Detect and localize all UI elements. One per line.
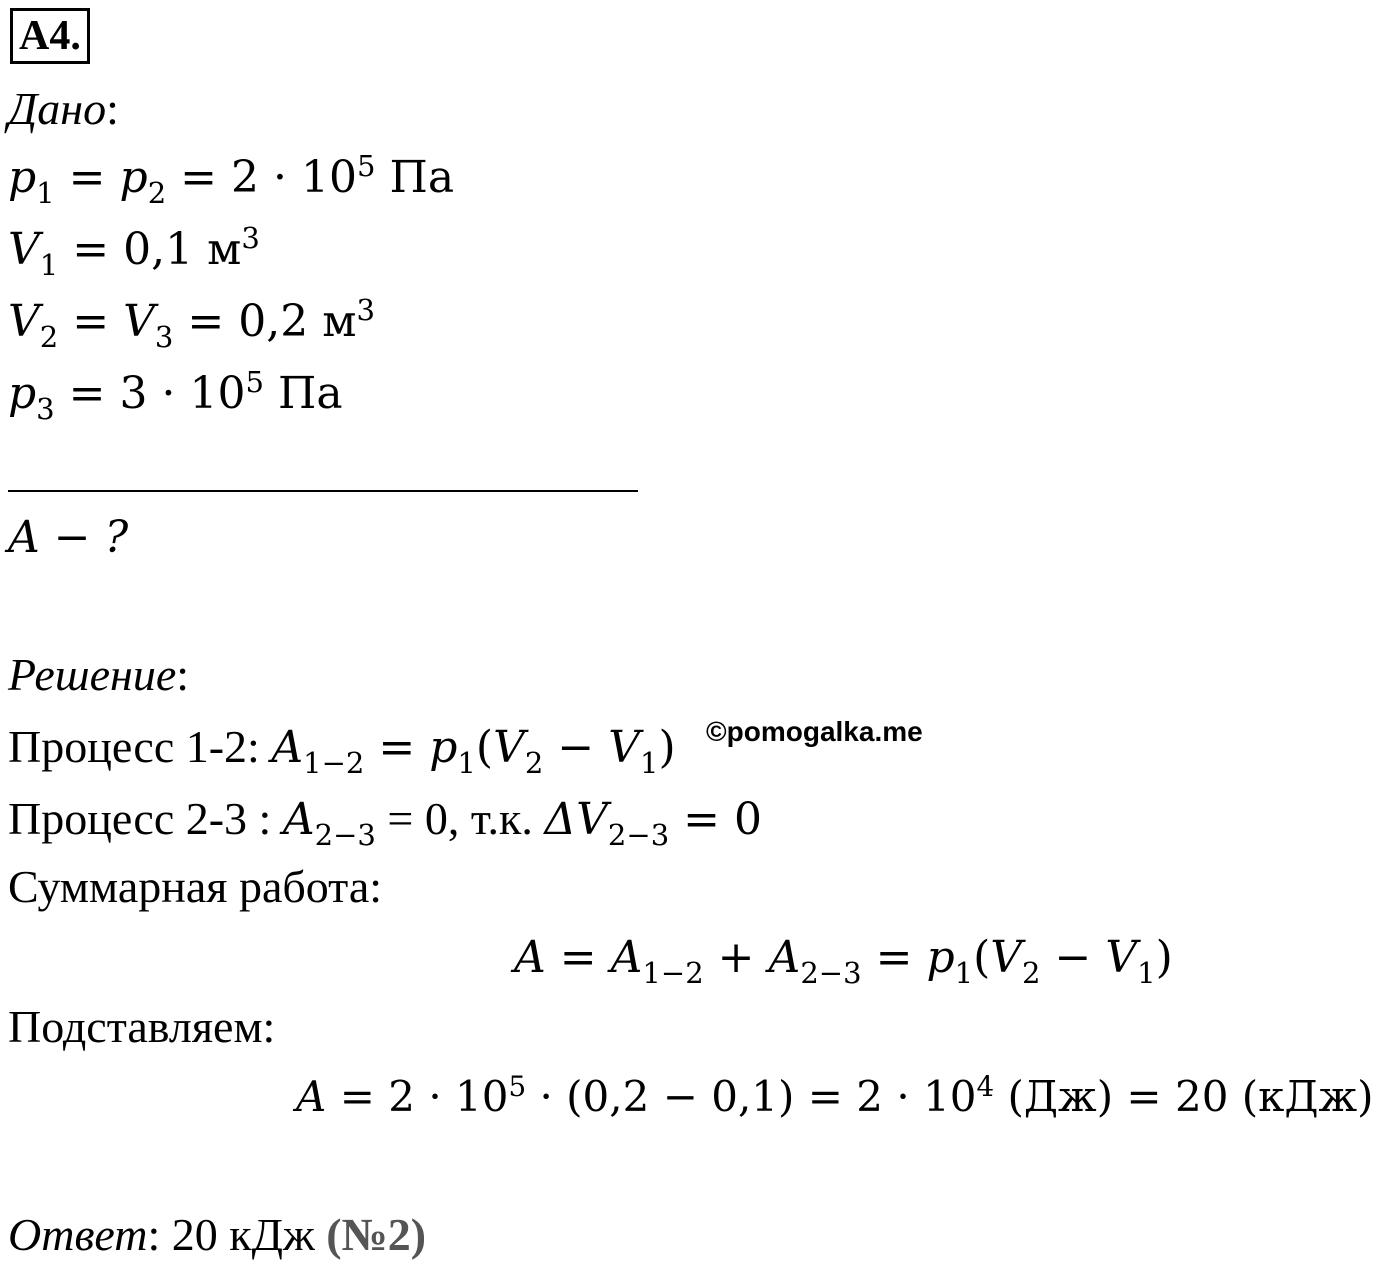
v1-symbol: V <box>8 224 40 275</box>
total-p1-sub: 1 <box>954 956 974 991</box>
process-2-3-formula-a: $A_{2-3}$ <box>282 794 376 853</box>
a23-subscript: 2−3 <box>314 818 376 853</box>
substitute-part3: (Дж) = 20 (кДж) <box>994 1072 1374 1121</box>
process-2-3-line <box>8 792 763 853</box>
v2-symbol: V <box>8 296 40 347</box>
substitute-formula: $A = 2 \cdot 10^5 \cdot (0,2 - 0,1) = 2 \cdot 10^4$ (Дж) = 20 (кДж) <box>296 1069 1374 1121</box>
substitute-part1: = 2 · 10 <box>339 1072 509 1121</box>
p2-subscript: 2 <box>147 176 167 211</box>
given-heading-text: Дано <box>8 83 107 134</box>
solution-heading-text: Решение <box>8 649 177 700</box>
process-2-3-formula-dv: $\Delta V_{2-3} = 0$ <box>544 794 763 853</box>
p3-exponent: 5 <box>245 365 264 400</box>
given-volume-v1: $V_1 = 0,1$ $м^3$ <box>8 221 260 283</box>
answer-number: (№2) <box>326 1209 427 1260</box>
p1-p2-exponent: 5 <box>356 149 376 184</box>
total-a12-sub: 1−2 <box>642 956 704 991</box>
p3-value: 3 · 10 <box>119 368 246 419</box>
a12-subscript: 1−2 <box>303 746 365 781</box>
total-v1-sub: 1 <box>1137 956 1156 991</box>
given-pressure-p3: $p_3 = 3 \cdot 10^5$ Па <box>8 365 343 427</box>
total-v2-sub: 2 <box>1022 956 1041 991</box>
dv23-subscript: 2−3 <box>607 818 670 853</box>
v2-sub-process: 2 <box>524 746 544 781</box>
p3-symbol: p <box>8 368 37 419</box>
v1-sub-process: 1 <box>639 746 659 781</box>
process-2-3-tail: = 0 <box>669 794 763 845</box>
answer-value: 20 кДж <box>160 1209 327 1260</box>
substitute-label: Подставляем: <box>8 1001 276 1052</box>
v2-v3-exponent: 3 <box>356 293 375 328</box>
p1-p2-value: 2 · 10 <box>231 152 357 203</box>
p3-subscript: 3 <box>36 392 55 427</box>
answer-colon: : <box>147 1209 161 1260</box>
v1-subscript: 1 <box>39 248 59 283</box>
process-2-3-label: Процесс 2-3 : <box>8 793 283 844</box>
solution-heading-colon: : <box>176 649 190 700</box>
substitute-exp1: 5 <box>508 1069 527 1103</box>
total-work-label: Суммарная работа: <box>8 861 383 912</box>
substitute-part2: · (0,2 − 0,1) = 2 · 10 <box>526 1072 977 1121</box>
v2-subscript: 2 <box>39 320 59 355</box>
p3-unit: Па <box>277 368 343 419</box>
p1-subscript: 1 <box>36 176 55 211</box>
v3-symbol: V <box>123 296 155 347</box>
given-pressure-p1-p2: $p_1 = p_2 = 2 \cdot 10^5$ Па <box>8 149 455 211</box>
find-quantity: A − ? <box>8 512 129 563</box>
answer-label: Ответ <box>8 1209 148 1260</box>
solution-heading <box>8 648 189 701</box>
given-heading <box>8 82 119 135</box>
total-a23-sub: 2−3 <box>800 956 862 991</box>
process-1-2-formula: $A_{1-2} = p_1(V_2 - V_1)$ <box>271 722 676 781</box>
p1-symbol: p <box>8 152 37 203</box>
process-2-3-middle: = 0, т.к. <box>375 793 545 844</box>
v1-value: 0,1 м <box>123 224 242 275</box>
p2-symbol: p <box>119 152 148 203</box>
watermark: ©pomogalka.me <box>706 716 923 747</box>
given-heading-colon: : <box>106 83 119 134</box>
task-number: A4. <box>10 8 90 64</box>
process-1-2-line <box>8 720 676 781</box>
v1-exponent: 3 <box>241 221 260 256</box>
p1-sub-process: 1 <box>457 746 476 781</box>
process-1-2-label: Процесс 1-2: <box>8 721 272 772</box>
given-volume-v2-v3: $V_2 = V_3 = 0,2$ $м^3$ <box>8 293 375 355</box>
given-divider <box>8 490 638 492</box>
p1-p2-unit: Па <box>389 152 455 203</box>
v2-v3-value: 0,2 м <box>238 296 357 347</box>
substitute-exp2: 4 <box>976 1069 995 1103</box>
answer-line <box>8 1208 426 1261</box>
total-work-formula: $A = A_{1-2} + A_{2-3} = p_1(V_2 - V_1)$ <box>514 932 1173 991</box>
v3-subscript: 3 <box>154 320 174 355</box>
